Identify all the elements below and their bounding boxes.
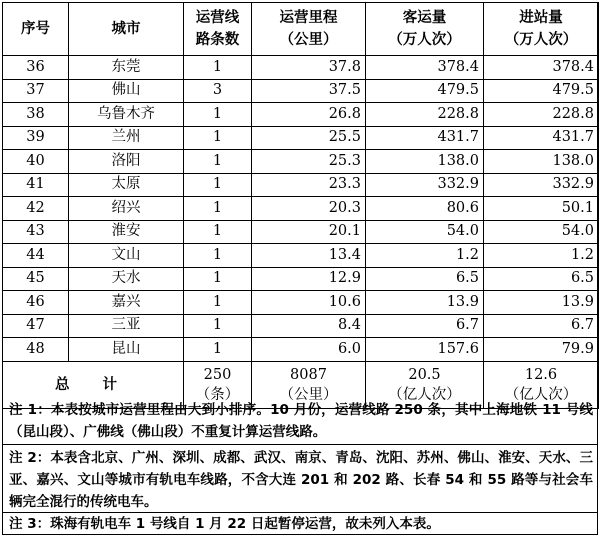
cell-city: 太原 <box>69 173 184 197</box>
total-mileage-unit: （公里） <box>279 386 338 403</box>
table-row <box>3 197 599 221</box>
cell-lines: 1 <box>184 103 252 127</box>
note-3: 注 3：珠海有轨电车 1 号线自 1 月 22 日起暂停运营，故未列入本表。 <box>2 513 598 535</box>
header-entries-line1: 进站量 <box>519 10 563 26</box>
header-mileage-line1: 运营里程 <box>279 10 338 26</box>
cell-entries: 50.1 <box>484 197 599 221</box>
table-row <box>3 56 599 80</box>
total-entries-value: 12.6 <box>524 366 558 383</box>
cell-passengers: 157.6 <box>366 338 484 362</box>
cell-passengers: 228.8 <box>366 103 484 127</box>
cell-lines: 1 <box>184 173 252 197</box>
cell-entries: 79.9 <box>484 338 599 362</box>
cell-entries: 228.8 <box>484 103 599 127</box>
table-row <box>3 126 599 150</box>
cell-passengers: 13.9 <box>366 291 484 315</box>
cell-seq: 41 <box>3 173 69 197</box>
table-row <box>3 244 599 268</box>
cell-seq: 42 <box>3 197 69 221</box>
cell-city: 嘉兴 <box>69 291 184 315</box>
cell-city: 洛阳 <box>69 150 184 174</box>
cell-mileage: 10.6 <box>252 291 366 315</box>
total-mileage-value: 8087 <box>290 366 327 383</box>
cell-mileage: 26.8 <box>252 103 366 127</box>
header-mileage <box>252 3 366 56</box>
cell-lines: 1 <box>184 338 252 362</box>
table-row <box>3 314 599 338</box>
header-passengers-line1: 客运量 <box>402 10 447 26</box>
header-mileage-line2: （公里） <box>279 32 338 48</box>
table-row <box>3 267 599 291</box>
cell-passengers: 378.4 <box>366 56 484 80</box>
cell-lines: 1 <box>184 56 252 80</box>
urban-rail-table <box>2 2 599 409</box>
cell-city: 昆山 <box>69 338 184 362</box>
cell-passengers: 54.0 <box>366 220 484 244</box>
cell-entries: 431.7 <box>484 126 599 150</box>
cell-mileage: 23.3 <box>252 173 366 197</box>
table-row <box>3 150 599 174</box>
cell-passengers: 1.2 <box>366 244 484 268</box>
cell-entries: 6.7 <box>484 314 599 338</box>
cell-mileage: 25.3 <box>252 150 366 174</box>
cell-passengers: 479.5 <box>366 79 484 103</box>
cell-seq: 44 <box>3 244 69 268</box>
cell-entries: 138.0 <box>484 150 599 174</box>
cell-mileage: 20.3 <box>252 197 366 221</box>
cell-seq: 37 <box>3 79 69 103</box>
cell-city: 文山 <box>69 244 184 268</box>
total-lines-unit: （条） <box>195 386 240 403</box>
cell-mileage: 37.5 <box>252 79 366 103</box>
cell-passengers: 6.7 <box>366 314 484 338</box>
cell-passengers: 431.7 <box>366 126 484 150</box>
cell-entries: 479.5 <box>484 79 599 103</box>
cell-mileage: 37.8 <box>252 56 366 80</box>
cell-seq: 46 <box>3 291 69 315</box>
cell-lines: 1 <box>184 150 252 174</box>
cell-city: 天水 <box>69 267 184 291</box>
header-lines-line2: 路条数 <box>195 32 240 48</box>
table-row <box>3 291 599 315</box>
table-row <box>3 220 599 244</box>
table-row <box>3 173 599 197</box>
cell-seq: 43 <box>3 220 69 244</box>
header-passengers <box>366 3 484 56</box>
cell-lines: 1 <box>184 126 252 150</box>
header-city: 城市 <box>69 3 184 56</box>
cell-entries: 13.9 <box>484 291 599 315</box>
table-row <box>3 103 599 127</box>
header-row <box>3 3 599 56</box>
header-entries <box>484 3 599 56</box>
cell-lines: 3 <box>184 79 252 103</box>
total-passengers-unit: （亿人次） <box>388 386 461 403</box>
total-entries-unit: （亿人次） <box>504 386 578 403</box>
cell-lines: 1 <box>184 220 252 244</box>
total-passengers-value: 20.5 <box>408 366 441 383</box>
table-row <box>3 338 599 362</box>
table-row <box>3 79 599 103</box>
cell-mileage: 13.4 <box>252 244 366 268</box>
cell-lines: 1 <box>184 197 252 221</box>
note-1: 注 1：本表按城市运营里程由大到小排序。10 月份，运营线路 250 条，其中上海地铁 11 号线（昆山段）、广佛线（佛山段）不重复计算运营线路。 <box>2 397 598 445</box>
cell-passengers: 332.9 <box>366 173 484 197</box>
total-label: 总 计 <box>54 376 132 393</box>
cell-lines: 1 <box>184 314 252 338</box>
cell-lines: 1 <box>184 291 252 315</box>
cell-mileage: 6.0 <box>252 338 366 362</box>
cell-entries: 332.9 <box>484 173 599 197</box>
cell-city: 佛山 <box>69 79 184 103</box>
cell-entries: 6.5 <box>484 267 599 291</box>
cell-lines: 1 <box>184 244 252 268</box>
cell-seq: 38 <box>3 103 69 127</box>
cell-mileage: 12.9 <box>252 267 366 291</box>
cell-seq: 40 <box>3 150 69 174</box>
cell-mileage: 8.4 <box>252 314 366 338</box>
cell-seq: 48 <box>3 338 69 362</box>
cell-seq: 36 <box>3 56 69 80</box>
cell-mileage: 20.1 <box>252 220 366 244</box>
cell-passengers: 80.6 <box>366 197 484 221</box>
cell-entries: 54.0 <box>484 220 599 244</box>
cell-seq: 45 <box>3 267 69 291</box>
cell-seq: 47 <box>3 314 69 338</box>
header-lines-line1: 运营线 <box>195 10 240 26</box>
cell-city: 淮安 <box>69 220 184 244</box>
cell-entries: 378.4 <box>484 56 599 80</box>
cell-city: 绍兴 <box>69 197 184 221</box>
cell-lines: 1 <box>184 267 252 291</box>
cell-entries: 1.2 <box>484 244 599 268</box>
cell-city: 三亚 <box>69 314 184 338</box>
cell-seq: 39 <box>3 126 69 150</box>
header-seq: 序号 <box>3 3 69 56</box>
cell-city: 兰州 <box>69 126 184 150</box>
cell-passengers: 138.0 <box>366 150 484 174</box>
cell-city: 乌鲁木齐 <box>69 103 184 127</box>
note-2: 注 2：本表含北京、广州、深圳、成都、武汉、南京、青岛、沈阳、苏州、佛山、淮安、天水、三亚、嘉兴、文山等城市有轨电车线路，不含大连 201 和 202 路、长春 54 和 55 路等与社会车辆完全混行的传统电车。 <box>2 445 598 513</box>
cell-city: 东莞 <box>69 56 184 80</box>
cell-passengers: 6.5 <box>366 267 484 291</box>
header-passengers-line2: （万人次） <box>388 32 461 48</box>
header-entries-line2: （万人次） <box>504 32 578 48</box>
total-lines-value: 250 <box>203 366 232 383</box>
cell-mileage: 25.5 <box>252 126 366 150</box>
header-lines <box>184 3 252 56</box>
